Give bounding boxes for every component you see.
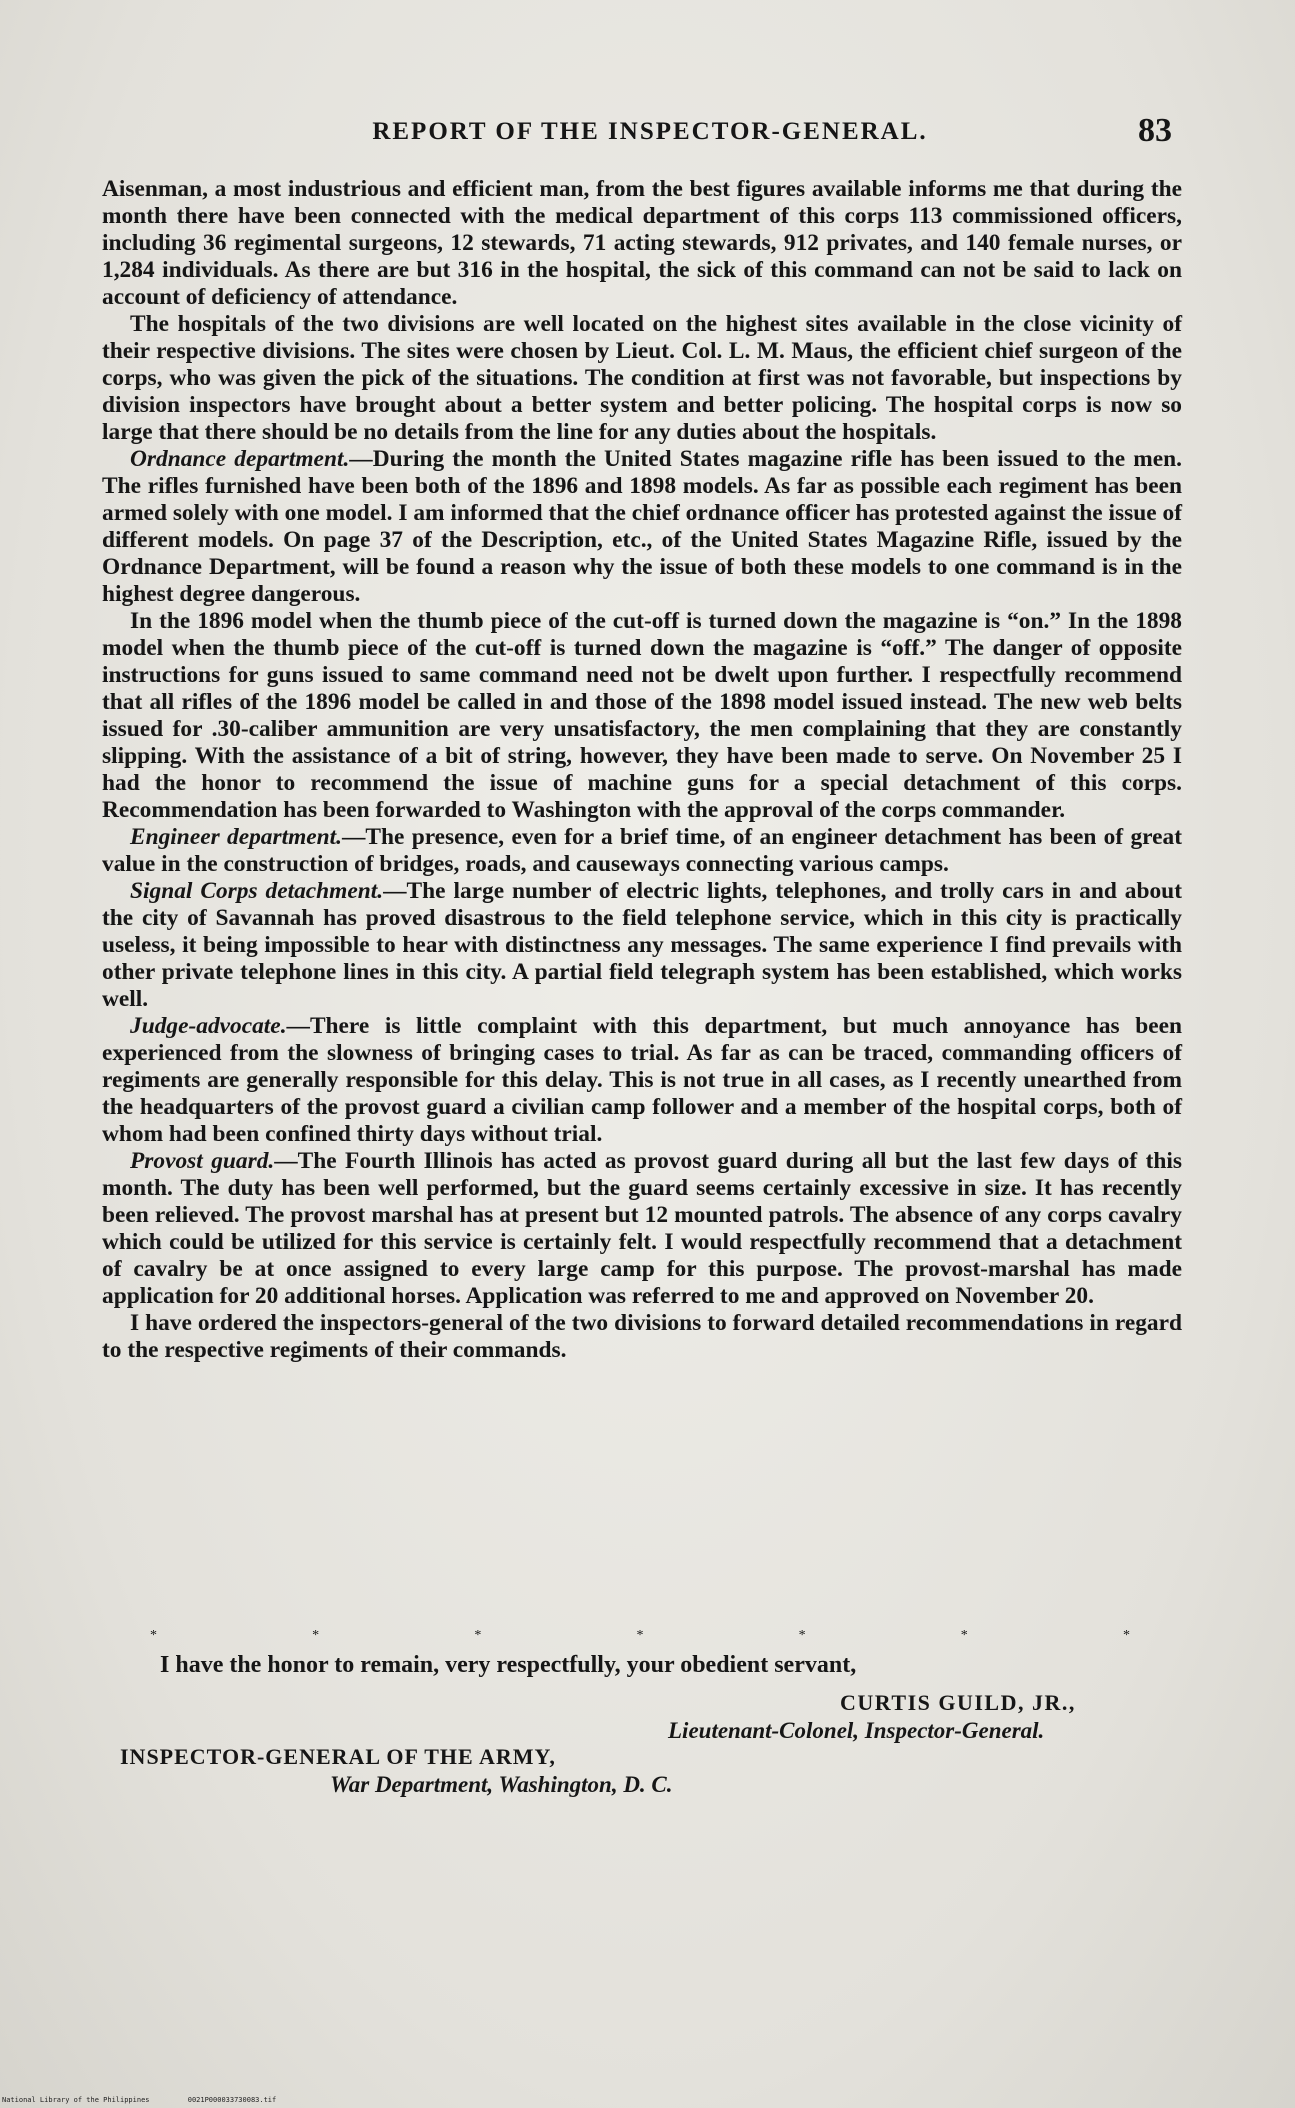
- section-heading-ordnance: Ordnance department.: [130, 446, 350, 472]
- paragraph-engineer: Engineer department.—The presence, even for a brief time, of an engineer detachment has been of great value in the construction of bridges, roads, and causeways connecting various camps.: [102, 824, 1182, 877]
- star: *: [1122, 1628, 1130, 1643]
- addressee-line-2: War Department, Washington, D. C.: [330, 1772, 673, 1797]
- scan-footer: [2, 2096, 310, 2104]
- paragraph-ordnance: Ordnance department.—During the month the United States magazine rifle has been issued to the men. The rifles furnished have been both of the 1896 and 1898 models. As far as possible each regiment has been armed solely with one model. I am informed that the chief ordnance officer has protested against the issue of different models. On page 37 of the Description, etc., of the United States Magazine Rifle, issued by the Ordnance Department, will be found a reason why the issue of both these models to one command is in the highest degree dangerous.: [102, 446, 1182, 607]
- section-heading-signal-corps: Signal Corps detachment.: [130, 878, 384, 904]
- running-header: REPORT OF THE INSPECTOR-GENERAL.: [372, 118, 928, 145]
- report-body: [102, 176, 1182, 1364]
- closing-line: I have the honor to remain, very respectfully, your obedient servant,: [160, 1652, 857, 1678]
- star: *: [150, 1628, 157, 1643]
- section-heading-engineer: Engineer department.: [130, 824, 342, 850]
- signature-title: Lieutenant-Colonel, Inspector-General.: [668, 1718, 1045, 1743]
- star: *: [636, 1628, 644, 1643]
- star: *: [312, 1628, 320, 1643]
- paragraph-hospitals: The hospitals of the two divisions are well located on the highest sites available in the close vicinity of their respective divisions. The sites were chosen by Lieut. Col. L. M. Maus, the efficient chief surgeon of the corps, who was given the pick of the situations. The condition at first was not favorable, but inspections by division inspectors have brought about a better system and better policing. The hospital corps is now so large that there should be no details from the line for any duties about the hospitals.: [102, 311, 1182, 445]
- addressee-line-1: INSPECTOR-GENERAL OF THE ARMY,: [120, 1744, 556, 1769]
- star: *: [474, 1628, 482, 1643]
- page-number: 83: [1138, 112, 1172, 149]
- ellipsis-stars: [150, 1628, 1130, 1644]
- paragraph-rifle-models: In the 1896 model when the thumb piece of the cut-off is turned down the magazine is “on.” In the 1898 model when the thumb piece of the cut-off is turned down the magazine is “off.” The danger of opposite instructions for guns issued to same command need not be dwelt upon further. I respectfully recommend that all rifles of the 1896 model be called in and those of the 1898 model issued instead. The new web belts issued for .30-caliber ammunition are very unsatisfactory, the men complaining that they are constantly slipping. With the assistance of a bit of string, however, they have been made to serve. On November 25 I had the honor to recommend the issue of machine guns for a special detachment of this corps. Recommendation has been forwarded to Washington with the approval of the corps commander.: [102, 608, 1182, 823]
- paragraph-provost-guard: Provost guard.—The Fourth Illinois has acted as provost guard during all but the last few days of this month. The duty has been well performed, but the guard seems certainly excessive in size. It has recently been relieved. The provost marshal has at present but 12 mounted patrols. The absence of any corps cavalry which could be utilized for this service is certainly felt. I would respectfully recommend that a detachment of cavalry be at once assigned to every large camp for this purpose. The provost-marshal has made application for 20 additional horses. Application was referred to me and approved on November 20.: [102, 1148, 1182, 1309]
- footer-filename: 0021P000033730083.tif: [187, 2096, 277, 2104]
- signature-name: CURTIS GUILD, JR.,: [840, 1690, 1076, 1715]
- star: *: [798, 1628, 806, 1643]
- paragraph-medical-staff: Aisenman, a most industrious and efficient man, from the best figures available informs me that during the month there have been connected with the medical department of this corps 113 commissioned officers, including 36 regimental surgeons, 12 stewards, 71 acting stewards, 912 privates, and 140 female nurses, or 1,284 individuals. As there are but 316 in the hospital, the sick of this command can not be said to lack on account of deficiency of attendance.: [102, 176, 1182, 310]
- section-heading-provost-guard: Provost guard.: [130, 1148, 275, 1174]
- paragraph-judge-advocate: Judge-advocate.—There is little complaint with this department, but much annoyance has been experienced from the slowness of bringing cases to trial. As far as can be traced, commanding officers of regiments are generally responsible for this delay. This is not true in all cases, as I recently unearthed from the headquarters of the provost guard a civilian camp follower and a member of the hospital corps, both of whom had been confined thirty days without trial.: [102, 1013, 1182, 1147]
- footer-library: National Library of the Philippines: [2, 2096, 150, 2104]
- star: *: [960, 1628, 968, 1643]
- paragraph-signal-corps: Signal Corps detachment.—The large number of electric lights, telephones, and trolly cars in and about the city of Savannah has proved disastrous to the field telephone service, which in this city is practically useless, it being impossible to hear with distinctness any messages. The same experience I find prevails with other private telephone lines in this city. A partial field telegraph system has been established, which works well.: [102, 878, 1182, 1012]
- section-heading-judge-advocate: Judge-advocate.: [130, 1013, 287, 1039]
- paragraph-orders: I have ordered the inspectors-general of the two divisions to forward detailed recommendations in regard to the respective regiments of their commands.: [102, 1310, 1182, 1363]
